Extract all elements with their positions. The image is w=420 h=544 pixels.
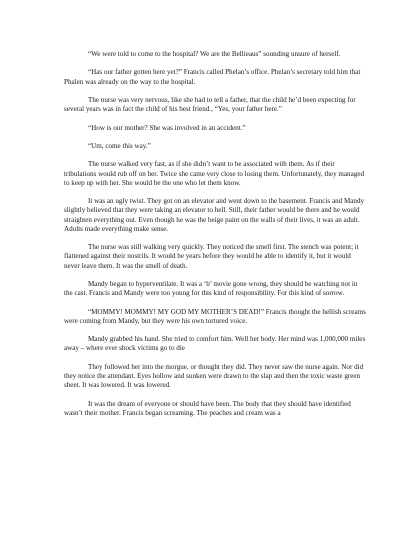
paragraph: They followed her into the morgue, or thought they did. They never saw the nurse again. Nor did they notice the attendant. Eyes hollow and sunken were drawn to the slap and then the toxic waste green sheet. It was lowered. It was lowered. (64, 362, 364, 390)
paragraph: It was the dream of everyone or should have been. The body that they should have identified wasn’t their mother. Francis began screaming. The peaches and cream was a (64, 399, 351, 417)
paragraph: The nurse was very nervous, like she had to tell a father, that the child he’d been expecting for several years was in fact the child of his best friend., “Yes, your father here.” (64, 95, 356, 114)
paragraph: “We were told to come to the hospital? We are the Bellieaus” sounding unsure of herself. (88, 50, 341, 58)
paragraph: “Has our father gotten here yet?” Francis called Phelan’s office. Phelan’s secretary told him that Phalen was already on the way to the hospital. (64, 68, 361, 86)
paragraph: Mandy grabbed his hand. She tried to comfort him. Well her body. Her mind was 1,000,000 miles away – where ever shock victims go to die (64, 335, 366, 353)
paragraph: Mandy began to hyperventilate. It was a ‘b’ movie gone wrong, they should be watching not in the cast. Francis and Mandy were too young for this kind of responsibility. For this kind of sorrow. (64, 279, 358, 298)
paragraph: The nurse walked very fast, as if she didn’t want to be associated with them. As if their tribulations would rub off on her. Twice she came very close to losing them. Unfortunately, they managed to keep up with her. She would be the one who let them know. (64, 160, 364, 187)
paragraph: The nurse was still walking very quickly. They noticed the smell first. The stench was potent; it flattened against their nostrils. It would be years before they would be able to identify it, but it would never leave them. It was the smell of death. (64, 243, 359, 270)
document-page (64, 50, 366, 427)
paragraph: “MOMMY! MOMMY! MY GOD MY MOTHER’S DEAD!” Francis thought the hellish screams were coming from Mandy, but they were his own tortured voice. (64, 307, 366, 325)
paragraph: “Um, come this way.” (88, 141, 151, 150)
paragraph: “How is our mother? She was involved in an accident.” (88, 123, 246, 132)
paragraph: It was an ugly twist. They got on an elevator and went down to the basement. Francis and Mandy slightly believed that they were taking an elevator to hell. Still, their father would be there and he would straighten everything out. Even though he was the beige paint on the walls of their lives, it was an adult. Adults made everything make sense. (64, 197, 365, 233)
